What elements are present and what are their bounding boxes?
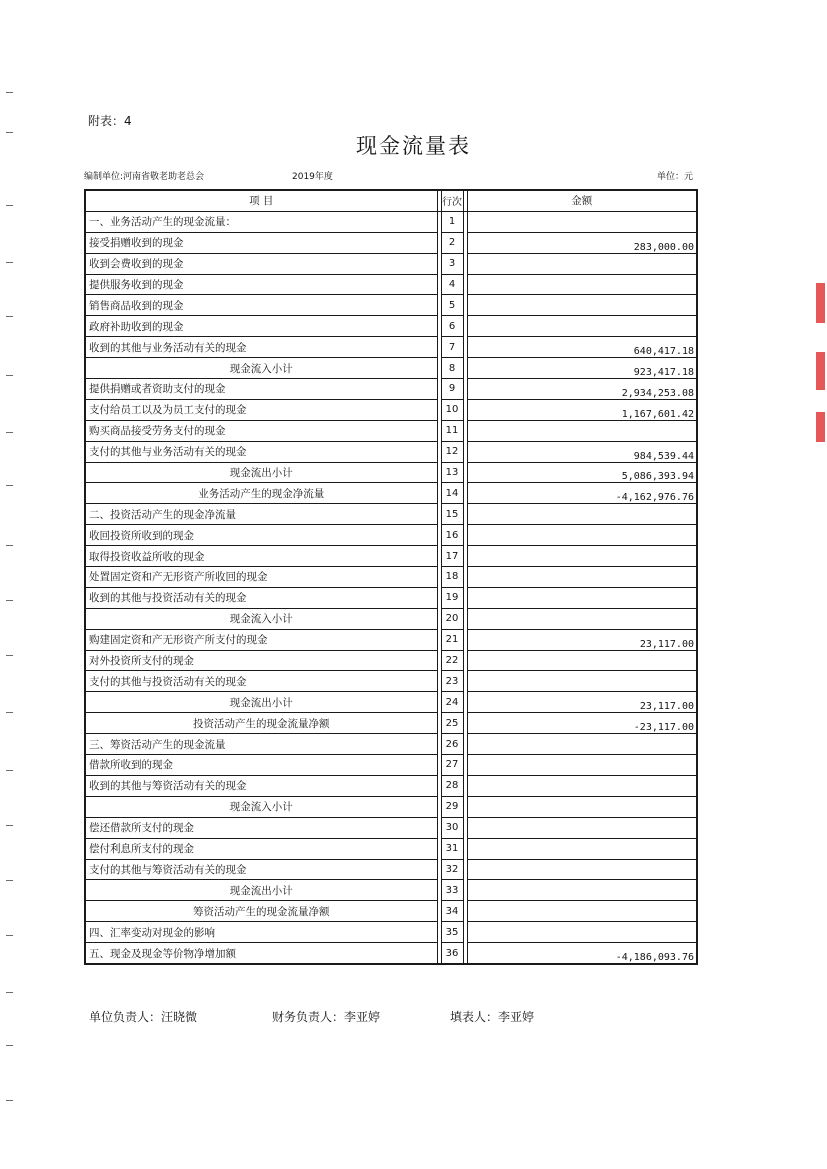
binding-mark	[6, 880, 13, 881]
row-amount-cell	[467, 337, 697, 358]
table-row	[85, 692, 697, 713]
finance-head-signature: 财务负责人：李亚婷	[272, 1010, 381, 1024]
row-amount-cell	[467, 901, 697, 922]
row-item-label: 现金流入小计	[85, 358, 437, 379]
table-row	[85, 859, 697, 880]
row-line-no: 34	[441, 901, 463, 922]
row-item-label: 收回投资所收到的现金	[85, 525, 437, 546]
table-row	[85, 253, 697, 274]
row-line-no: 18	[441, 567, 463, 588]
column-header-item: 项 目	[85, 190, 437, 211]
row-item-label: 二、投资活动产生的现金净流量	[85, 504, 437, 525]
row-line-no: 10	[441, 399, 463, 420]
page-title: 现金流量表	[356, 134, 471, 158]
row-line-no: 24	[441, 692, 463, 713]
row-line-no: 25	[441, 713, 463, 734]
binding-mark	[6, 375, 13, 376]
row-amount-cell	[467, 838, 697, 859]
table-row	[85, 629, 697, 650]
row-amount: 923,417.18	[626, 367, 694, 379]
row-amount: 640,417.18	[626, 346, 694, 358]
row-line-no: 9	[441, 379, 463, 400]
row-amount-cell	[467, 817, 697, 838]
row-amount-cell	[467, 671, 697, 692]
report-year: 2019年度	[292, 172, 333, 182]
row-item-label: 现金流出小计	[85, 880, 437, 901]
row-amount-cell	[467, 734, 697, 755]
row-item-label: 支付给员工以及为员工支付的现金	[85, 399, 437, 420]
table-row	[85, 358, 697, 379]
row-line-no: 11	[441, 420, 463, 441]
table-row	[85, 650, 697, 671]
row-item-label: 五、现金及现金等价物净增加额	[85, 943, 437, 964]
table-row	[85, 337, 697, 358]
row-line-no: 7	[441, 337, 463, 358]
row-amount-cell	[467, 546, 697, 567]
row-line-no: 5	[441, 295, 463, 316]
row-amount-cell	[467, 232, 697, 253]
row-item-label: 销售商品收到的现金	[85, 295, 437, 316]
cash-flow-table	[84, 189, 698, 965]
row-line-no: 16	[441, 525, 463, 546]
row-amount-cell	[467, 253, 697, 274]
row-amount-cell	[467, 796, 697, 817]
table-row	[85, 838, 697, 859]
table-row	[85, 211, 697, 232]
row-amount: 23,117.00	[632, 701, 694, 713]
row-line-no: 21	[441, 629, 463, 650]
row-item-label: 政府补助收到的现金	[85, 316, 437, 337]
table-row	[85, 671, 697, 692]
row-line-no: 6	[441, 316, 463, 337]
row-item-label: 收到的其他与投资活动有关的现金	[85, 587, 437, 608]
row-line-no: 19	[441, 587, 463, 608]
row-line-no: 26	[441, 734, 463, 755]
row-line-no: 2	[441, 232, 463, 253]
row-item-label: 接受捐赠收到的现金	[85, 232, 437, 253]
column-header-line-no: 行次	[441, 190, 463, 211]
row-line-no: 27	[441, 755, 463, 776]
row-item-label: 三、筹资活动产生的现金流量	[85, 734, 437, 755]
row-amount-cell	[467, 608, 697, 629]
table-row	[85, 232, 697, 253]
row-item-label: 收到的其他与业务活动有关的现金	[85, 337, 437, 358]
table-body	[85, 211, 697, 964]
row-amount-cell	[467, 525, 697, 546]
row-amount: 984,539.44	[626, 451, 694, 463]
row-line-no: 17	[441, 546, 463, 567]
row-amount-cell	[467, 399, 697, 420]
row-item-label: 收到会费收到的现金	[85, 253, 437, 274]
table-row	[85, 483, 697, 504]
row-amount-cell	[467, 943, 697, 964]
row-amount: -23,117.00	[626, 722, 694, 734]
binding-mark	[6, 432, 13, 433]
row-amount: 23,117.00	[632, 639, 694, 651]
row-item-label: 提供捐赠或者资助支付的现金	[85, 379, 437, 400]
binding-mark	[6, 316, 13, 317]
table-row	[85, 880, 697, 901]
row-item-label: 偿付利息所支付的现金	[85, 838, 437, 859]
row-item-label: 处置固定资和产无形资产所收回的现金	[85, 567, 437, 588]
table-row	[85, 608, 697, 629]
row-line-no: 13	[441, 462, 463, 483]
row-item-label: 筹资活动产生的现金流量净额	[85, 901, 437, 922]
table-row	[85, 420, 697, 441]
row-amount-cell	[467, 316, 697, 337]
row-amount: 5,086,393.94	[614, 471, 694, 483]
row-line-no: 1	[441, 211, 463, 232]
row-amount-cell	[467, 420, 697, 441]
row-amount-cell	[467, 922, 697, 943]
binding-mark	[6, 132, 13, 133]
row-item-label: 购买商品接受劳务支付的现金	[85, 420, 437, 441]
table-row	[85, 546, 697, 567]
row-item-label: 支付的其他与投资活动有关的现金	[85, 671, 437, 692]
row-amount: -4,186,093.76	[608, 952, 694, 964]
row-item-label: 现金流入小计	[85, 608, 437, 629]
row-line-no: 32	[441, 859, 463, 880]
table-row	[85, 734, 697, 755]
row-line-no: 14	[441, 483, 463, 504]
row-amount-cell	[467, 379, 697, 400]
row-amount-cell	[467, 567, 697, 588]
row-item-label: 支付的其他与业务活动有关的现金	[85, 441, 437, 462]
table-row	[85, 462, 697, 483]
row-amount-cell	[467, 295, 697, 316]
binding-mark	[6, 205, 13, 206]
row-item-label: 购建固定资和产无形资产所支付的现金	[85, 629, 437, 650]
table-row	[85, 901, 697, 922]
binding-mark	[6, 262, 13, 263]
table-row	[85, 567, 697, 588]
row-item-label: 借款所收到的现金	[85, 755, 437, 776]
binding-mark	[6, 825, 13, 826]
binding-mark	[6, 712, 13, 713]
unit-head-signature: 单位负责人：汪晓微	[89, 1010, 198, 1024]
row-line-no: 33	[441, 880, 463, 901]
row-amount: 2,934,253.08	[614, 388, 694, 400]
table-row	[85, 817, 697, 838]
table-row	[85, 587, 697, 608]
row-amount-cell	[467, 462, 697, 483]
table-row	[85, 922, 697, 943]
binding-mark	[6, 485, 13, 486]
table-row	[85, 504, 697, 525]
row-line-no: 28	[441, 775, 463, 796]
row-amount-cell	[467, 483, 697, 504]
row-line-no: 15	[441, 504, 463, 525]
row-item-label: 一、业务活动产生的现金流量：	[85, 211, 437, 232]
currency-unit: 单位：元	[656, 172, 693, 182]
org-name: 编制单位:河南省敬老助老总会	[84, 172, 205, 182]
row-amount-cell	[467, 650, 697, 671]
table-row	[85, 713, 697, 734]
row-line-no: 23	[441, 671, 463, 692]
table-row	[85, 775, 697, 796]
row-amount-cell	[467, 713, 697, 734]
row-item-label: 对外投资所支付的现金	[85, 650, 437, 671]
row-item-label: 收到的其他与筹资活动有关的现金	[85, 775, 437, 796]
row-amount: 283,000.00	[626, 242, 694, 254]
table-row	[85, 796, 697, 817]
row-amount: 1,167,601.42	[614, 409, 694, 421]
binding-mark	[6, 92, 13, 93]
row-item-label: 业务活动产生的现金净流量	[85, 483, 437, 504]
binding-mark	[6, 1100, 13, 1101]
row-amount-cell	[467, 629, 697, 650]
row-line-no: 12	[441, 441, 463, 462]
row-item-label: 四、汇率变动对现金的影响	[85, 922, 437, 943]
row-amount-cell	[467, 880, 697, 901]
row-amount-cell	[467, 859, 697, 880]
row-amount-cell	[467, 692, 697, 713]
binding-mark	[6, 600, 13, 601]
table-row	[85, 274, 697, 295]
row-line-no: 35	[441, 922, 463, 943]
binding-mark	[6, 935, 13, 936]
row-amount-cell	[467, 211, 697, 232]
table-row	[85, 441, 697, 462]
table-row	[85, 399, 697, 420]
row-item-label: 现金流出小计	[85, 462, 437, 483]
table-row	[85, 525, 697, 546]
table-row	[85, 295, 697, 316]
table-row	[85, 755, 697, 776]
row-line-no: 29	[441, 796, 463, 817]
preparer-signature: 填表人：李亚婷	[450, 1010, 535, 1024]
row-line-no: 8	[441, 358, 463, 379]
row-amount-cell	[467, 358, 697, 379]
row-line-no: 4	[441, 274, 463, 295]
row-line-no: 31	[441, 838, 463, 859]
table-row	[85, 379, 697, 400]
row-amount-cell	[467, 755, 697, 776]
row-item-label: 现金流入小计	[85, 796, 437, 817]
row-line-no: 22	[441, 650, 463, 671]
row-amount-cell	[467, 274, 697, 295]
binding-mark	[6, 655, 13, 656]
row-item-label: 投资活动产生的现金流量净额	[85, 713, 437, 734]
table-row	[85, 316, 697, 337]
table-header-row	[85, 190, 697, 211]
annex-label: 附表：4	[88, 114, 132, 128]
row-item-label: 取得投资收益所收的现金	[85, 546, 437, 567]
row-item-label: 支付的其他与筹资活动有关的现金	[85, 859, 437, 880]
row-line-no: 30	[441, 817, 463, 838]
row-item-label: 提供服务收到的现金	[85, 274, 437, 295]
row-line-no: 20	[441, 608, 463, 629]
row-amount-cell	[467, 504, 697, 525]
row-line-no: 36	[441, 943, 463, 964]
binding-mark	[6, 545, 13, 546]
row-amount-cell	[467, 775, 697, 796]
table-row	[85, 943, 697, 964]
binding-mark	[6, 770, 13, 771]
binding-mark	[6, 992, 13, 993]
row-item-label: 现金流出小计	[85, 692, 437, 713]
row-amount-cell	[467, 587, 697, 608]
row-amount-cell	[467, 441, 697, 462]
column-header-amount: 金额	[467, 190, 697, 211]
row-line-no: 3	[441, 253, 463, 274]
row-amount: -4,162,976.76	[608, 492, 694, 504]
binding-mark	[6, 1045, 13, 1046]
row-item-label: 偿还借款所支付的现金	[85, 817, 437, 838]
